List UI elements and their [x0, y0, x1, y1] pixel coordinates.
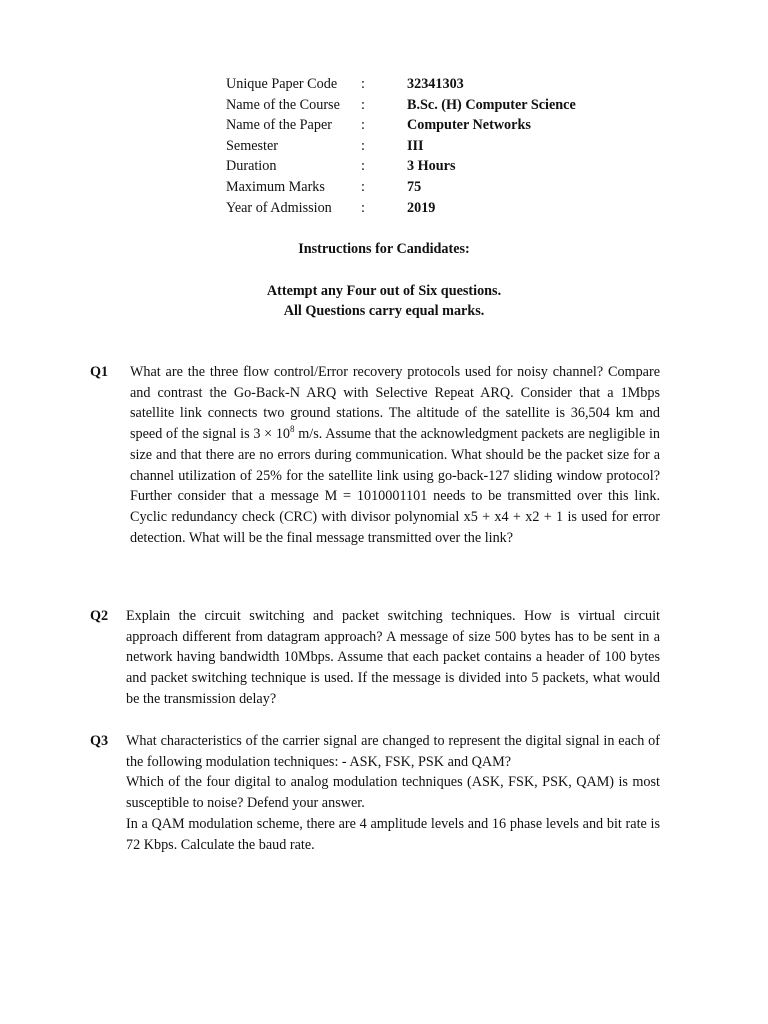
detail-row	[226, 198, 576, 219]
detail-colon: :	[361, 178, 365, 195]
question-2-text: Explain the circuit switching and packet switching techniques. How is virtual circuit approach different from datagram approach? A message of size 500 bytes has to be sent in a network having bandwidth 10Mbps. Assume that each packet contains a header of 100 bytes and packet switching technique is used. If the message is divided into 5 packets, what would be the transmission delay?	[126, 608, 660, 707]
detail-colon: :	[361, 158, 365, 175]
instructions-line-2: All Questions carry equal marks.	[283, 303, 485, 319]
detail-value: 75	[407, 178, 422, 195]
detail-row	[226, 156, 576, 177]
detail-label: Semester	[226, 137, 279, 154]
paper-details-table	[226, 74, 576, 218]
detail-value: B.Sc. (H) Computer Science	[407, 96, 576, 113]
detail-label: Maximum Marks	[226, 178, 325, 195]
detail-label: Year of Admission	[226, 199, 332, 216]
question-3-paragraph-2: Which of the four digital to analog modulation techniques (ASK, FSK, PSK, QAM) is most susceptible to noise? Defend your answer.	[126, 774, 660, 812]
question-3-paragraph-3: In a QAM modulation scheme, there are 4 amplitude levels and 16 phase levels and bit rate is 72 Kbps. Calculate the baud rate.	[126, 815, 660, 853]
instructions-title: Instructions for Candidates:	[298, 241, 470, 257]
detail-row	[226, 74, 576, 95]
detail-colon: :	[361, 96, 365, 113]
question-1-text-part-b: m/s. Assume that the acknowledgment packets are negligible in size and that there are no errors during communication. What should be the packet size for a channel utilization of 25% for the satellite link using go-back-127 sliding window protocol? Further consider that a message M = 1010001101 needs to be transmitted over this link. Cyclic redundancy check (CRC) with divisor polynomial x5 + x4 + x2 + 1 is used for error detection. What will be the final message transmitted over the link?	[130, 426, 660, 546]
question-1-exponent: 8	[290, 424, 295, 435]
detail-colon: :	[361, 76, 365, 92]
detail-value: 2019	[407, 199, 436, 216]
question-1-label: Q1	[90, 364, 109, 380]
detail-row	[226, 95, 576, 116]
detail-value: Computer Networks	[407, 117, 531, 134]
question-3-text	[126, 731, 660, 855]
detail-value: 3 Hours	[407, 158, 456, 175]
detail-row	[226, 115, 576, 136]
detail-colon: :	[361, 199, 365, 216]
detail-label: Unique Paper Code	[226, 76, 338, 92]
detail-value: III	[407, 137, 424, 154]
detail-colon: :	[361, 137, 365, 154]
detail-label: Name of the Paper	[226, 117, 332, 134]
detail-colon: :	[361, 117, 365, 134]
question-1-text-part-a: What are the three flow control/Error recovery protocols used for noisy channel? Compare and contrast the Go-Back-N ARQ with Selective Repeat ARQ. Consider that a 1Mbps satellite link connects two ground stations. The altitude of the satellite is 36,504 km and speed of the signal is 3 × 10	[130, 364, 660, 443]
instructions-line-1: Attempt any Four out of Six questions.	[266, 283, 502, 299]
detail-label: Name of the Course	[226, 96, 340, 113]
detail-row	[226, 177, 576, 198]
detail-value: 32341303	[407, 76, 464, 92]
question-3-label: Q3	[90, 733, 109, 749]
detail-row	[226, 136, 576, 157]
question-2-label: Q2	[90, 608, 109, 624]
question-1-text	[130, 362, 660, 548]
detail-label: Duration	[226, 158, 277, 175]
question-3-paragraph-1: What characteristics of the carrier signal are changed to represent the digital signal in each of the following modulation techniques: - ASK, FSK, PSK and QAM?	[126, 733, 660, 770]
